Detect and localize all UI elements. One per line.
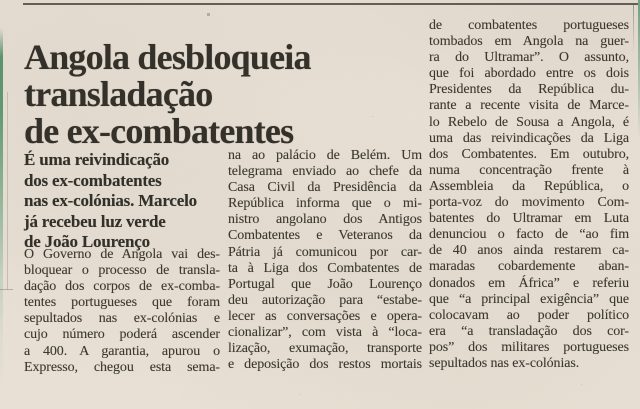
text-line: tentes portugueses que foram	[24, 295, 220, 311]
text-line: que foi abordado entre os dois	[429, 66, 629, 82]
text-line: pos” dos militares portugueses	[429, 339, 629, 355]
text-line: Presidentes da República du-	[429, 82, 629, 98]
text-line: nas ex-colónias. Marcelo	[24, 191, 197, 211]
text-line: bloquear o processo de transla-	[24, 263, 220, 279]
text-line: lo Rebelo de Sousa a Angola, é	[429, 114, 629, 130]
text-line: que “a principal exigência” que	[429, 291, 629, 307]
text-line: Combatentes e Veteranos da	[228, 228, 422, 244]
text-line: denunciou o facto de “ao fim	[429, 227, 629, 243]
text-line: dação dos corpos de ex-comba-	[24, 279, 220, 295]
article-lead	[24, 150, 226, 253]
column-rule-tick	[633, 4, 634, 54]
text-line: Pátria já comunicou por car-	[228, 244, 422, 260]
text-line: sepultados nas ex-colónias.	[429, 355, 580, 371]
text-line: cionalizar”, com vista à “loca-	[228, 325, 422, 341]
text-line: transladação	[24, 74, 213, 115]
text-line: Angola desbloqueia	[24, 37, 311, 78]
text-line: É uma reivindicação	[24, 150, 170, 169]
text-line: a 400. A garantia, apurou o	[24, 343, 220, 359]
text-line: de João Lourenço	[24, 232, 150, 252]
scan-fold-line-vertical	[7, 92, 8, 290]
paper-specks	[0, 0, 1, 1]
text-line: telegrama enviado ao chefe da	[228, 164, 422, 180]
text-line: ta à Liga dos Combatentes de	[228, 260, 422, 276]
body-column-1	[24, 247, 220, 376]
body-column-2	[228, 148, 422, 373]
text-line: batentes do Ultramar em Luta	[429, 211, 629, 227]
text-line: e deposição dos restos mortais	[228, 357, 422, 373]
text-line: ra do Ultramar”. O assunto,	[429, 50, 629, 66]
text-line: de combatentes portugueses	[429, 18, 629, 33]
text-line: Casa Civil da Presidência da	[228, 180, 422, 196]
body-column-3	[429, 18, 629, 372]
text-line: Assembleia da República, o	[429, 178, 629, 194]
text-line: Expresso, chegou esta sema-	[24, 359, 220, 375]
text-line: O Governo de Angola vai des-	[24, 247, 220, 262]
text-line: de ex-combatentes	[24, 111, 294, 152]
text-line: República informa que o mi-	[228, 196, 422, 212]
text-line: tombados em Angola na guer-	[429, 34, 629, 50]
text-line: nistro angolano dos Antigos	[228, 212, 422, 228]
text-line: uma das reivindicações da Liga	[429, 130, 629, 146]
text-line: Portugal que João Lourenço	[228, 276, 422, 292]
text-line: numa concentração frente à	[429, 162, 629, 178]
text-line: lecer as conversações e opera-	[228, 308, 422, 324]
article-top-rule	[23, 3, 638, 5]
text-line: lização, exumação, transporte	[228, 341, 422, 357]
text-line: dos Combatentes. Em outubro,	[429, 146, 629, 162]
text-line: dos ex-combatentes	[24, 170, 162, 190]
text-line: porta-voz do movimento Com-	[429, 195, 629, 211]
text-line: deu autorização para “estabe-	[228, 292, 422, 308]
article-headline	[24, 39, 424, 150]
text-line: donados em África” e referiu	[429, 275, 629, 291]
scanner-edge-left	[0, 28, 3, 392]
text-line: na ao palácio de Belém. Um	[228, 148, 422, 163]
text-line: maradas cobardemente aban-	[429, 259, 629, 275]
text-line: rante a recente visita de Marce-	[429, 98, 629, 114]
text-line: sepultados nas ex-colónias e	[24, 311, 220, 327]
scan-fold-line-horizontal	[0, 289, 13, 290]
text-line: era “a transladação dos cor-	[429, 323, 629, 339]
text-line: de 40 anos ainda restarem ca-	[429, 243, 629, 259]
text-line: colocavam ao poder político	[429, 307, 629, 323]
text-line: cujo número poderá ascender	[24, 327, 220, 343]
text-line: já recebeu luz verde	[24, 211, 166, 231]
